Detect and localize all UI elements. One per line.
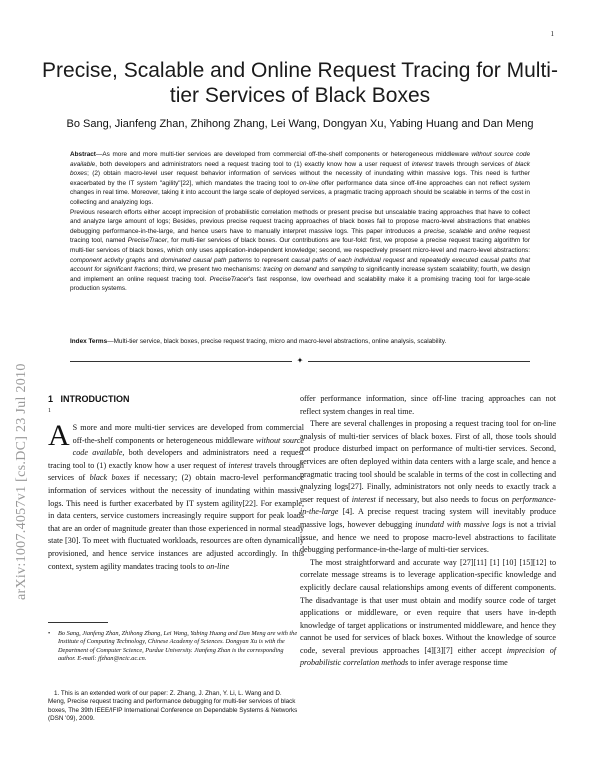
intro-paragraph-1: A S more and more multi-tier services are developed from commercial off-the-shelf components or heterogeneous middleware without source code available, both developers and administrators need a request tracing tool to (1) exactly know how a user request of interest travels through services of black boxes if necessary; (2) obtain macro-level performance information of services without the necessity of inundating within massive logs. This need is further exacerbated by IT system agility[22]. For example, in data centers, service customers increasingly require support for peak loads that are an order of magnitude greater than those experienced in normal steady state [30]. To meet with fluctuated workloads, resources are often dynamically provisioned, and hence service instances are adjusted accordingly. In this context, system agility mandates tracing tools to on-line bbox=[48, 419, 305, 571]
footnote-authors: • Bo Sang, Jianfeng Zhan, Zhihong Zhang, Lei Wang, Yabing Huang and Dan Meng are with the Institute of Computing Technology, Chinese Academy of Sciences. Dongyan Xu is with the Department of Computer Science, Purdue University. Jianfeng Zhan is the corresponding author. E-mail: jfzhan@ncic.ac.cn. bbox=[48, 630, 298, 663]
divider-rule-right bbox=[308, 361, 530, 362]
index-terms-label: Index Terms bbox=[70, 338, 108, 345]
abstract-label: Abstract bbox=[70, 151, 96, 158]
intro-paragraph-continued: offer performance information, since off-line tracing approaches can not reflect system changes in real time. bbox=[300, 394, 556, 416]
page-number: 1 bbox=[550, 30, 554, 38]
intro-paragraph-2: There are several challenges in proposing a request tracing tool for on-line analysis of multi-tier services of black boxes. First of all, those tools should not produce disturbed impact on performance of multi-tier services. Second, services are often deployed within data centers with a large scale, and hence a pragmatic tracing tool should be scalable in terms of the cost in collecting and analyzing logs[27]. Finally, administrators not only needs to exactly track a user request of interest if necessary, but also needs to focus on performance-in-the-large [4]. A precise request tracing system will inevitably produce massive logs, however debugging inundatd with massive logs is not a trivial issue, and hence we need to propose macro-level abstractions to facilitate debugging performance-in-the-large of multi-tier services. bbox=[300, 419, 556, 555]
paper-title: Precise, Scalable and Online Request Tracing for Multi-tier Services of Black Boxes bbox=[42, 59, 558, 107]
intro-paragraph-3: The most straightforward and accurate way [27][11] [1] [10] [15][12] to correlate message streams is to leverage application-specific knowledge and explicitly declare causal relationships among events of different components. The disadvantage is that user must obtain and modify source code of target applications or middleware, or even require that users have in-depth knowledge of target applications or instrumented middleware, and hence they cannot be used for services of black boxes. Without the knowledge of source code, several previous approaches [4][3][7] either accept imprecision of probabilistic correlation methods to infer average response time bbox=[300, 557, 556, 668]
abstract-paragraph-1: Abstract—As more and more multi-tier services are developed from commercial off-the-shelf components or heterogeneous middleware without source code available, both developers and administrators need a request tracing tool to (1) exactly know how a user request of interest travels through services of black boxes; (2) obtain macro-level user request behavior information of services without the necessity of inundating within massive logs. This need is further exacerbated by the IT system "agility"[22], which mandates the tracing tool to on-line offer performance data since off-line approaches can not reflect system changes in real time. Moreover, taking it into account the large scale of deployed services, a pragmatic tracing approach should be scalable in terms of the cost in collecting and analyzing logs. bbox=[70, 151, 530, 206]
section-title: INTRODUCTION bbox=[60, 394, 130, 404]
footnote-extended-work: 1. This is an extended work of our paper: Z. Zhang, J. Zhan, Y. Li, L. Wang and D. Meng, Precise request tracing and performance debugging for multi-tier services of black boxes, The 39th IEEE/IFIP International Conference on Dependable Systems & Networks (DSN '09), 2009. bbox=[48, 690, 298, 723]
section-divider bbox=[70, 356, 530, 366]
footnote-marker: 1 bbox=[48, 408, 51, 414]
diamond-icon: ✦ bbox=[296, 356, 304, 365]
divider-rule-left bbox=[70, 361, 292, 362]
column-right bbox=[300, 393, 556, 670]
section-heading bbox=[48, 394, 304, 404]
footnote-rule bbox=[48, 622, 108, 623]
section-number: 1 bbox=[48, 394, 54, 404]
abstract bbox=[70, 150, 530, 294]
column-left bbox=[48, 394, 304, 573]
bullet: • bbox=[48, 630, 51, 637]
drop-cap: A bbox=[48, 419, 70, 452]
arxiv-watermark: arXiv:1007.4057v1 [cs.DC] 23 Jul 2010 bbox=[14, 363, 29, 600]
index-terms: Index Terms—Multi-tier service, black boxes, precise request tracing, micro and macro-level abstractions, online analysis, scalability. bbox=[70, 338, 447, 345]
abstract-paragraph-2: Previous research efforts either accept imprecision of probabilistic correlation methods or present precise but unscalable tracing approaches that have to collect and analyze large amount of logs; Besides, previous precise request tracing approaches of black boxes fail to propose macro-level abstractions that enables debugging performance-in-the-large, and hence users have to manually interpret massive logs. This paper introduces a precise, scalable and online request tracing tool, named PreciseTracer, for multi-tier services of black boxes. Our contributions are four-fold: first, we propose a precise request tracing algorithm for multi-tier services of black boxes, which only uses application-independent knowledge; second, we respectively present micro-level and macro-level abstractions: component activity graphs and dominated causal path patterns to represent causal paths of each individual request and repeatedly executed causal paths that account for significant fractions; third, we present two mechanisms: tracing on demand and sampling to significantly increase system scalability; fourth, we design and implement an online request tracing tool. PreciseTracer's fast response, low overhead and scalability make it a promising tracing tool for large-scale production systems. bbox=[70, 208, 531, 293]
author-list: Bo Sang, Jianfeng Zhan, Zhihong Zhang, Lei Wang, Dongyan Xu, Yabing Huang and Dan Meng bbox=[66, 118, 534, 130]
